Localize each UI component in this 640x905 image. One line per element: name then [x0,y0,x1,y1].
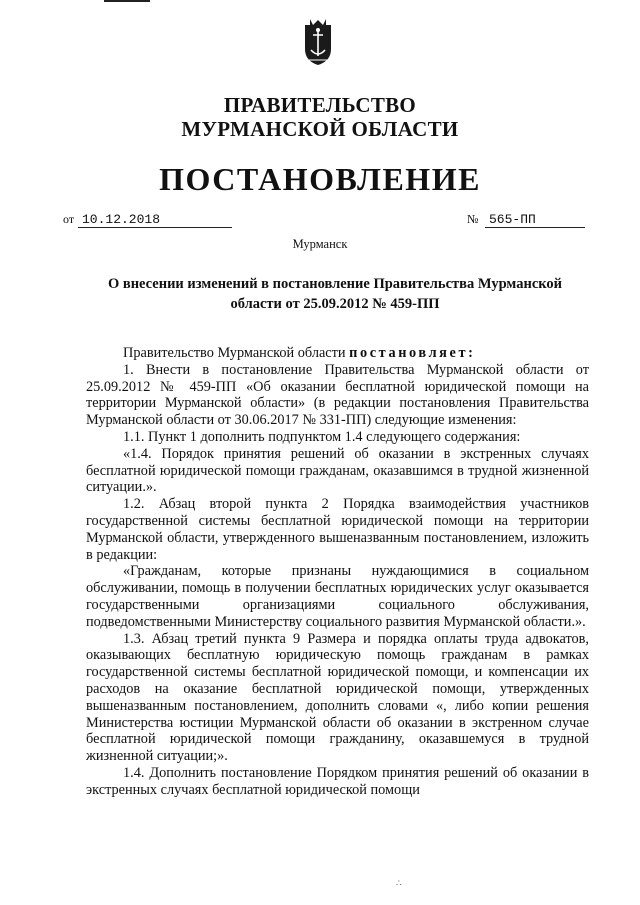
intro-paragraph [86,345,589,362]
page-footer-mark: ∴ [396,878,402,888]
body-paragraph: «1.4. Порядок принятия решений об оказании в экстренных случаях бесплатной юридической помощи гражданам, оказавшимся в трудной жизненной ситуации.». [86,445,589,496]
org-name-line1: ПРАВИТЕЛЬСТВО [223,93,417,117]
intro-text: Правительство Мурманской области [123,345,350,361]
date-number-row [63,207,580,229]
document-body [86,345,589,799]
date-label: от [63,212,75,226]
number-label: № [467,212,479,226]
document-number: 565-ПП [485,212,585,228]
scan-mark-top [104,0,150,2]
document-subject [100,274,570,314]
body-paragraph: 1.1. Пункт 1 дополнить подпунктом 1.4 следующего содержания: [123,428,521,445]
org-name-line2: МУРМАНСКОЙ ОБЛАСТИ [181,117,459,141]
coat-of-arms-emblem [300,16,336,66]
subject-line-2: области от 25.09.2012 № 459-ПП [230,296,440,312]
document-date: 10.12.2018 [78,212,232,228]
subject-line-1: О внесении изменений в постановление Правительства Мурманской [107,276,563,292]
body-paragraph: «Гражданам, которые признаны нуждающимися в социальном обслуживании, помощь в получении бесплатных юридических услуг оказывается государственными организациями социального обслуживания, подведомственными Министерству социального развития Мурманской области.». [86,563,589,630]
intro-verb: постановляет: [349,345,476,361]
body-paragraph: 1. Внести в постановление Правительства Мурманской области от 25.09.2012 № 459-ПП «Об оказании бесплатной юридической помощи на территории Мурманской области» (в редакции постановления Правительства Мурманской области от 30.06.2017 № 331-ПП) следующие изменения: [86,361,589,429]
body-paragraph: 1.4. Дополнить постановление Порядком принятия решений об оказании в экстренных случаях бесплатной юридической помощи [86,764,589,798]
document-type-title: ПОСТАНОВЛЕНИЕ [159,161,481,197]
city-name: Мурманск [292,237,348,251]
body-paragraph: 1.2. Абзац второй пункта 2 Порядка взаимодействия участников государственной системы бесплатной юридической помощи на территории Мурманской области, утвержденного вышеназванным постановлением, изложить в редакции: [86,496,589,563]
body-paragraph: 1.3. Абзац третий пункта 9 Размера и порядка оплаты труда адвокатов, оказывающих бесплатную юридическую помощь гражданам в рамках государственной системы бесплатной юридической помощи, и компенсации их расходов на оказание бесплатной юридической помощи, утвержденных вышеназванным постановлением, дополнить словами «, либо копии решения Министерства юстиции Мурманской области об оказании в экстренном случае бесплатной юридической помощи гражданину, оказавшемуся в трудной жизненной ситуации;». [86,630,589,765]
